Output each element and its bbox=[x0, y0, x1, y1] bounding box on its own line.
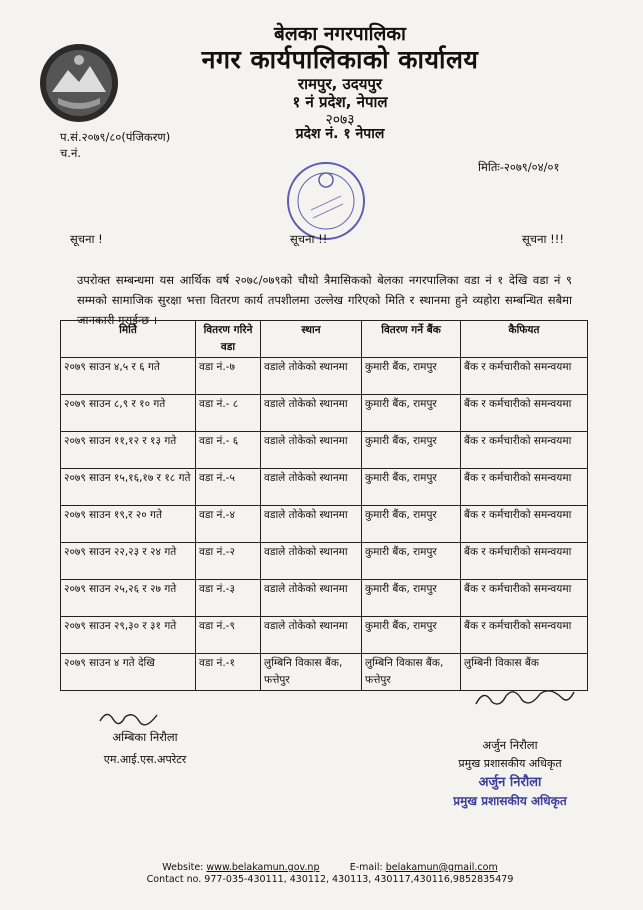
cell-location: वडाले तोकेको स्थानमा bbox=[261, 358, 362, 395]
cell-bank: कुमारी बैंक, रामपुर bbox=[362, 395, 461, 432]
notice-label-center: सूचना !! bbox=[290, 232, 328, 246]
cell-location: वडाले तोकेको स्थानमा bbox=[261, 395, 362, 432]
right-signature-icon bbox=[470, 682, 580, 714]
dispatch-number: च.नं. bbox=[60, 146, 81, 160]
cell-remarks: लुम्बिनी विकास बैंक bbox=[461, 654, 588, 691]
cell-bank: कुमारी बैंक, रामपुर bbox=[362, 617, 461, 654]
document-date: मितिः-२०७९/०४/०१ bbox=[478, 160, 560, 174]
cell-remarks: बैंक र कर्मचारीको समन्वयमा bbox=[461, 617, 588, 654]
table-row bbox=[61, 358, 588, 395]
stamp-title: प्रमुख प्रशासकीय अधिकृत bbox=[453, 794, 567, 808]
cell-remarks: बैंक र कर्मचारीको समन्वयमा bbox=[461, 395, 588, 432]
cell-date: २०७९ साउन १९,र २० गते bbox=[61, 506, 196, 543]
notice-body: उपरोक्त सम्बन्धमा यस आर्थिक वर्ष २०७८/०७९को चौथो त्रैमासिकको बेलका नगरपालिका वडा नं १ देखि वडा नं ९ सम्मको सामाजिक सुरक्षा भत्ता वितरण कार्य तपशीलमा उल्लेख गरिएको मिति र स्थानमा हुने व्यहोरा सम्बन्धित सबैमा जानकारी गराईन्छ । bbox=[77, 273, 572, 327]
cell-remarks: बैंक र कर्मचारीको समन्वयमा bbox=[461, 469, 588, 506]
cell-ward: वडा नं.-४ bbox=[196, 506, 261, 543]
website-label: Website: bbox=[162, 862, 204, 873]
stamp-name: अर्जुन निरौला bbox=[478, 775, 542, 790]
cell-bank: कुमारी बैंक, रामपुर bbox=[362, 543, 461, 580]
cell-remarks: बैंक र कर्मचारीको समन्वयमा bbox=[461, 358, 588, 395]
cell-ward: वडा नं.-१ bbox=[196, 654, 261, 691]
cell-date: २०७९ साउन २९,३० र ३१ गते bbox=[61, 617, 196, 654]
office-address: रामपुर, उदयपुर bbox=[297, 75, 383, 93]
cell-date: २०७९ साउन २२,२३ र २४ गते bbox=[61, 543, 196, 580]
cell-remarks: बैंक र कर्मचारीको समन्वयमा bbox=[461, 506, 588, 543]
table-header-row bbox=[61, 321, 588, 358]
cell-date: २०७९ साउन ११,१२ र १३ गते bbox=[61, 432, 196, 469]
footer bbox=[130, 862, 530, 886]
cell-bank: कुमारी बैंक, रामपुर bbox=[362, 580, 461, 617]
cell-location: वडाले तोकेको स्थानमा bbox=[261, 469, 362, 506]
cell-ward: वडा नं.-७ bbox=[196, 358, 261, 395]
cell-bank: कुमारी बैंक, रामपुर bbox=[362, 506, 461, 543]
cell-remarks: बैंक र कर्मचारीको समन्वयमा bbox=[461, 543, 588, 580]
cell-location: वडाले तोकेको स्थानमा bbox=[261, 506, 362, 543]
cell-date: २०७९ साउन १५,१६,१७ र १८ गते bbox=[61, 469, 196, 506]
cell-ward: वडा नं.-५ bbox=[196, 469, 261, 506]
left-signatory-title: एम.आई.एस.अपरेटर bbox=[103, 753, 187, 766]
table-row bbox=[61, 395, 588, 432]
cell-remarks: बैंक र कर्मचारीको समन्वयमा bbox=[461, 432, 588, 469]
cell-ward: वडा नं.- ६ bbox=[196, 432, 261, 469]
cell-date: २०७९ साउन ४,५ र ६ गते bbox=[61, 358, 196, 395]
cell-bank: कुमारी बैंक, रामपुर bbox=[362, 358, 461, 395]
cell-ward: वडा नं.- ८ bbox=[196, 395, 261, 432]
header-remarks: कैफियत bbox=[461, 321, 588, 358]
office-title: नगर कार्यपालिकाको कार्यालय bbox=[201, 45, 479, 74]
cell-bank: लुम्बिनि विकास बैंक, फत्तेपुर bbox=[362, 654, 461, 691]
header-location: स्थान bbox=[261, 321, 362, 358]
table-row bbox=[61, 432, 588, 469]
header-bank: वितरण गर्ने बैंक bbox=[362, 321, 461, 358]
notice-label-left: सूचना ! bbox=[70, 232, 103, 246]
right-signatory-title: प्रमुख प्रशासकीय अधिकृत bbox=[458, 757, 562, 770]
left-signature-icon bbox=[95, 705, 165, 729]
right-signatory-name: अर्जुन निरौला bbox=[482, 738, 538, 752]
cell-date: २०७९ साउन ८,९ र १० गते bbox=[61, 395, 196, 432]
cell-location: वडाले तोकेको स्थानमा bbox=[261, 617, 362, 654]
table-row bbox=[61, 543, 588, 580]
cell-bank: कुमारी बैंक, रामपुर bbox=[362, 432, 461, 469]
cell-date: २०७९ साउन ४ गते देखि bbox=[61, 654, 196, 691]
email-link[interactable]: belakamun@gmail.com bbox=[385, 862, 498, 873]
header-date: मिति bbox=[61, 321, 196, 358]
office-year: २०७३ bbox=[325, 112, 355, 128]
table-row bbox=[61, 617, 588, 654]
table-row bbox=[61, 469, 588, 506]
table-row bbox=[61, 580, 588, 617]
distribution-schedule-table bbox=[60, 320, 588, 691]
cell-location: वडाले तोकेको स्थानमा bbox=[261, 432, 362, 469]
left-signatory-name: अम्बिका निरौला bbox=[112, 730, 178, 744]
cell-date: २०७९ साउन २५,२६ र २७ गते bbox=[61, 580, 196, 617]
reference-number: प.सं.२०७९/८०(पंजिकरण) bbox=[60, 130, 171, 144]
contact-numbers: Contact no. 977-035-430111, 430112, 430113, 430117,430116,9852835479 bbox=[146, 874, 514, 885]
cell-ward: वडा नं.-९ bbox=[196, 617, 261, 654]
cell-location: वडाले तोकेको स्थानमा bbox=[261, 543, 362, 580]
cell-remarks: बैंक र कर्मचारीको समन्वयमा bbox=[461, 580, 588, 617]
cell-location: वडाले तोकेको स्थानमा bbox=[261, 580, 362, 617]
cell-ward: वडा नं.-२ bbox=[196, 543, 261, 580]
municipality-name: बेलका नगरपालिका bbox=[274, 23, 406, 45]
header-ward: वितरण गरिने वडा bbox=[196, 321, 261, 358]
cell-location: लुम्बिनि विकास बैंक, फत्तेपुर bbox=[261, 654, 362, 691]
email-label: E-mail: bbox=[349, 862, 383, 873]
office-province-number: प्रदेश नं. १ नेपाल bbox=[295, 126, 385, 142]
office-province: १ नं प्रदेश, नेपाल bbox=[292, 93, 388, 111]
government-emblem-icon bbox=[38, 42, 120, 124]
cell-bank: कुमारी बैंक, रामपुर bbox=[362, 469, 461, 506]
table-row bbox=[61, 506, 588, 543]
notice-label-right: सूचना !!! bbox=[522, 232, 564, 246]
cell-ward: वडा नं.-३ bbox=[196, 580, 261, 617]
website-link[interactable]: www.belakamun.gov.np bbox=[206, 862, 320, 873]
